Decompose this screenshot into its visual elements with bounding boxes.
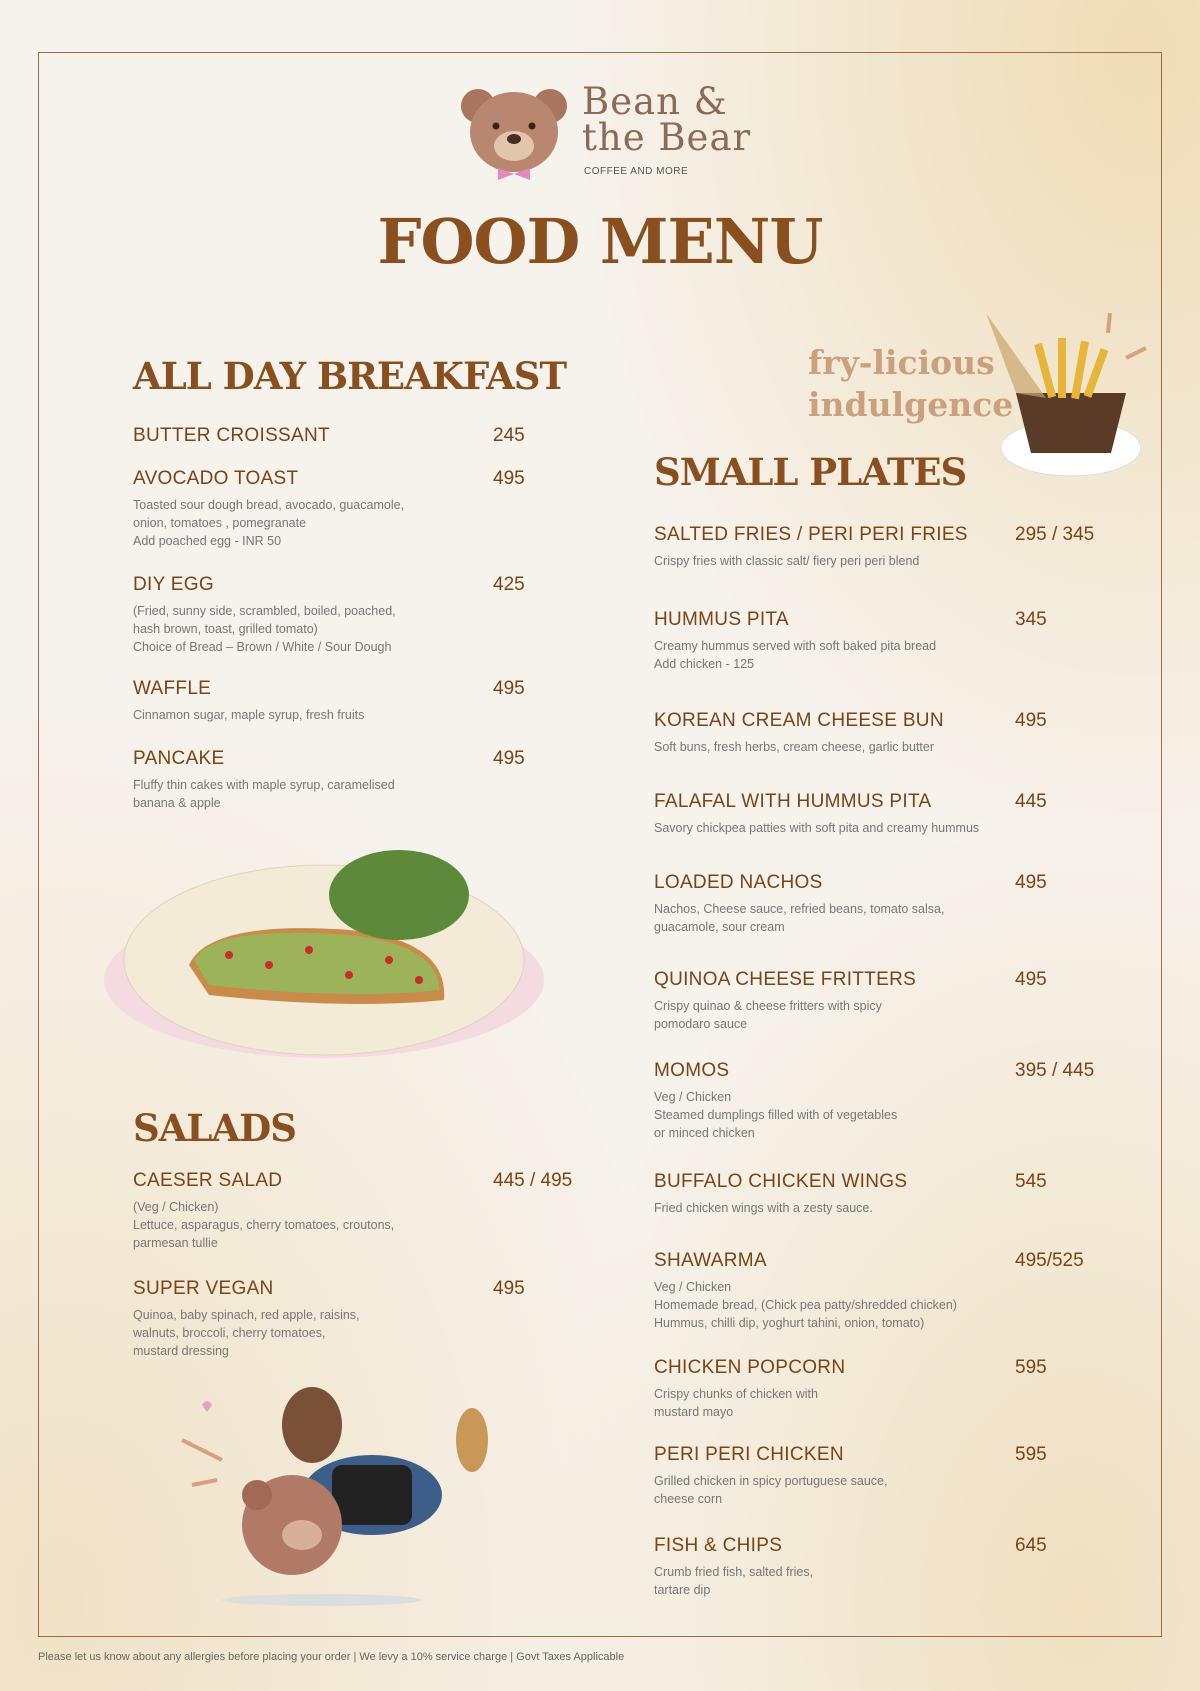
item-name: LOADED NACHOS: [654, 872, 823, 893]
description-line: Crispy chunks of chicken with: [654, 1387, 818, 1401]
item-name: MOMOS: [654, 1060, 730, 1081]
description-line: onion, tomatoes , pomegranate: [133, 516, 307, 530]
item-price: 295 / 345: [1015, 524, 1095, 545]
footer-note: Please let us know about any allergies before placing your order | We levy a 10% service charge | Govt Taxes Applicable: [38, 1651, 625, 1663]
menu-item: [654, 710, 1134, 756]
description-line: cheese corn: [654, 1492, 723, 1506]
item-description: [133, 706, 613, 724]
menu-item: [654, 609, 1134, 673]
item-price: 495: [493, 468, 525, 489]
description-line: Steamed dumplings filled with of vegetables: [654, 1108, 898, 1122]
item-description: [654, 552, 1134, 570]
description-line: hash brown, toast, grilled tomato): [133, 622, 318, 636]
item-description: [654, 1472, 1134, 1508]
item-price: 645: [1015, 1535, 1047, 1556]
item-price: 495/525: [1015, 1250, 1084, 1271]
item-price: 495: [493, 748, 525, 769]
item-price: 495: [1015, 969, 1047, 990]
description-line: Choice of Bread – Brown / White / Sour Dough: [133, 640, 392, 654]
description-line: banana & apple: [133, 796, 221, 810]
item-price: 445: [1015, 791, 1047, 812]
item-name: SALTED FRIES / PERI PERI FRIES: [654, 524, 968, 545]
item-price: 545: [1015, 1171, 1047, 1192]
brand-line-1: Bean &: [582, 80, 728, 123]
item-description: [133, 602, 613, 656]
description-line: Hummus, chilli dip, yoghurt tahini, onion, tomato): [654, 1316, 925, 1330]
description-line: Veg / Chicken: [654, 1280, 732, 1294]
item-price: 595: [1015, 1357, 1047, 1378]
menu-item: [133, 1278, 613, 1360]
menu-item: [654, 1060, 1134, 1142]
fries-basket-image: [986, 313, 1156, 483]
description-line: Add poached egg - INR 50: [133, 534, 282, 548]
brand-line-2: the Bear: [582, 116, 752, 159]
avocado-toast-image: [99, 825, 545, 1070]
item-description: [654, 900, 1134, 936]
item-price: 495: [1015, 872, 1047, 893]
menu-item: [133, 574, 613, 656]
item-price: 445 / 495: [493, 1170, 573, 1191]
item-description: [654, 738, 1134, 756]
item-price: 595: [1015, 1444, 1047, 1465]
section-title-breakfast: ALL DAY BREAKFAST: [133, 354, 567, 398]
description-line: Cinnamon sugar, maple syrup, fresh fruits: [133, 708, 365, 722]
item-name: SUPER VEGAN: [133, 1278, 274, 1299]
description-line: Nachos, Cheese sauce, refried beans, tomato salsa,: [654, 902, 945, 916]
item-name: CHICKEN POPCORN: [654, 1357, 846, 1378]
menu-item: [654, 1171, 1134, 1217]
item-name: WAFFLE: [133, 678, 212, 699]
item-description: [133, 1306, 613, 1360]
page-title: FOOD MENU: [377, 205, 823, 278]
description-line: or minced chicken: [654, 1126, 755, 1140]
item-name: PANCAKE: [133, 748, 225, 769]
menu-item: [133, 1170, 613, 1252]
description-line: Veg / Chicken: [654, 1090, 732, 1104]
menu-item: [654, 872, 1134, 936]
item-description: [133, 496, 613, 550]
menu-item: [133, 425, 613, 447]
item-name: SHAWARMA: [654, 1250, 767, 1271]
item-description: [654, 1563, 1134, 1599]
brand-tagline: COFFEE AND MORE: [584, 166, 689, 177]
item-description: [654, 1199, 1134, 1217]
item-description: [654, 1278, 1134, 1332]
menu-item: [654, 791, 1134, 837]
item-name: HUMMUS PITA: [654, 609, 789, 630]
description-line: Fluffy thin cakes with maple syrup, caramelised: [133, 778, 395, 792]
description-line: Crispy quinao & cheese fritters with spicy: [654, 999, 882, 1013]
description-line: (Fried, sunny side, scrambled, boiled, poached,: [133, 604, 396, 618]
item-price: 495: [493, 678, 525, 699]
item-description: [133, 1198, 613, 1252]
description-line: tartare dip: [654, 1583, 711, 1597]
menu-item: [654, 969, 1134, 1033]
section-title-small-plates: SMALL PLATES: [654, 450, 967, 494]
description-line: Fried chicken wings with a zesty sauce.: [654, 1201, 873, 1215]
menu-item: [654, 1535, 1134, 1599]
item-price: 495: [493, 1278, 525, 1299]
description-line: mustard dressing: [133, 1344, 229, 1358]
description-line: Crumb fried fish, salted fries,: [654, 1565, 814, 1579]
description-line: Savory chickpea patties with soft pita and creamy hummus: [654, 821, 980, 835]
item-name: BUFFALO CHICKEN WINGS: [654, 1171, 908, 1192]
section-title-salads: SALADS: [133, 1106, 296, 1150]
item-description: [654, 1088, 1134, 1142]
item-description: [654, 819, 1134, 837]
item-price: 425: [493, 574, 525, 595]
menu-item: [133, 468, 613, 550]
description-line: Toasted sour dough bread, avocado, guacamole,: [133, 498, 405, 512]
item-name: DIY EGG: [133, 574, 214, 595]
item-price: 345: [1015, 609, 1047, 630]
item-name: QUINOA CHEESE FRITTERS: [654, 969, 917, 990]
item-name: KOREAN CREAM CHEESE BUN: [654, 710, 944, 731]
description-line: Grilled chicken in spicy portuguese sauce,: [654, 1474, 888, 1488]
description-line: parmesan tullie: [133, 1236, 218, 1250]
brand-name: [582, 80, 752, 159]
item-price: 395 / 445: [1015, 1060, 1095, 1081]
menu-item: [133, 678, 613, 724]
menu-item: [654, 524, 1134, 570]
item-name: CAESER SALAD: [133, 1170, 283, 1191]
description-line: mustard mayo: [654, 1405, 734, 1419]
item-name: BUTTER CROISSANT: [133, 425, 330, 446]
description-line: walnuts, broccoli, cherry tomatoes,: [133, 1326, 326, 1340]
item-name: PERI PERI CHICKEN: [654, 1444, 844, 1465]
fry-tag-line-2: indulgence: [808, 385, 1014, 424]
item-description: [133, 776, 613, 812]
description-line: Lettuce, asparagus, cherry tomatoes, croutons,: [133, 1218, 395, 1232]
description-line: pomodaro sauce: [654, 1017, 748, 1031]
menu-item: [133, 748, 613, 812]
item-price: 495: [1015, 710, 1047, 731]
description-line: Quinoa, baby spinach, red apple, raisins,: [133, 1308, 360, 1322]
fry-licious-tagline: [808, 342, 1013, 426]
description-line: Soft buns, fresh herbs, cream cheese, garlic butter: [654, 740, 934, 754]
description-line: Crispy fries with classic salt/ fiery peri peri blend: [654, 554, 920, 568]
description-line: Homemade bread, (Chick pea patty/shredded chicken): [654, 1298, 957, 1312]
menu-item: [654, 1357, 1134, 1421]
menu-item: [654, 1444, 1134, 1508]
description-line: (Veg / Chicken): [133, 1200, 219, 1214]
item-name: FISH & CHIPS: [654, 1535, 783, 1556]
fry-tag-line-1: fry-licious: [808, 343, 995, 382]
item-description: [654, 1385, 1134, 1421]
item-description: [654, 637, 1134, 673]
bear-logo-icon: [456, 84, 572, 182]
item-description: [654, 997, 1134, 1033]
item-price: 245: [493, 425, 525, 446]
description-line: Add chicken - 125: [654, 657, 755, 671]
description-line: Creamy hummus served with soft baked pita bread: [654, 639, 937, 653]
description-line: guacamole, sour cream: [654, 920, 785, 934]
item-name: AVOCADO TOAST: [133, 468, 299, 489]
hip-hop-bear-image: [172, 1385, 507, 1610]
menu-item: [654, 1250, 1134, 1332]
item-name: FALAFAL WITH HUMMUS PITA: [654, 791, 932, 812]
